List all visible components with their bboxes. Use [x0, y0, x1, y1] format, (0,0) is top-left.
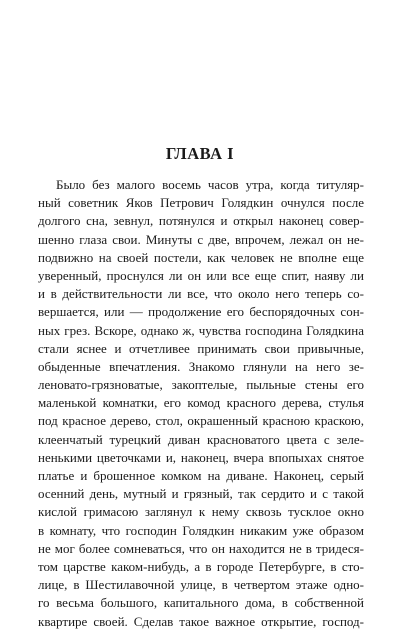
text-line: ных грез. Вскоре, однако ж, чувства господина Голядкина — [38, 322, 364, 338]
text-line: маленькой комнатки, его комод красного дерева, стулья — [38, 395, 364, 411]
text-line: стали яснее и отчетливее принимать свои привычные, — [38, 340, 364, 356]
text-line: в комнату, что господин Голядкин никаким уже образом — [38, 522, 364, 538]
text-line: подвижно на своей постели, как человек не вполне еще — [38, 249, 364, 265]
text-line: леновато-грязноватые, закоптелые, пыльные стены его — [38, 377, 364, 393]
text-line: Было без малого восемь часов утра, когда титуляр- — [56, 177, 364, 192]
text-line: клеенчатый турецкий диван красноватого цвета с зеле- — [38, 431, 364, 447]
text-line: под красное дерево, стол, окрашенный красною краскою, — [38, 413, 364, 429]
text-line: ненькими цветочками и, наконец, вчера впопыхах снятое — [38, 449, 364, 465]
text-line: го весьма большого, капитального дома, в собственной — [38, 595, 364, 611]
text-line: том царстве каком-нибудь, а в городе Петербурге, в сто- — [38, 558, 364, 574]
chapter-text — [38, 176, 364, 631]
text-line: шенно глаза свои. Минуты с две, впрочем, лежал он не- — [38, 231, 364, 247]
text-line: платье и брошенное комком на диване. Наконец, серый — [38, 468, 364, 483]
text-line: ный советник Яков Петрович Голядкин очнулся после — [38, 195, 364, 211]
text-line: квартире своей. Сделав такое важное открытие, господ- — [38, 613, 364, 629]
text-line: кислой гримасою заглянул к нему сквозь тусклое окно — [38, 504, 364, 520]
text-line: долгого сна, зевнул, потянулся и открыл наконец совер- — [38, 213, 364, 229]
text-line: вершается, или — продолжение его беспорядочных сон- — [38, 304, 364, 320]
text-line: уверенный, проснулся ли он или все еще спит, наяву ли — [38, 267, 364, 283]
text-line: не мог более сомневаться, что он находится не в тридеся- — [38, 540, 364, 556]
text-line: осенний день, мутный и грязный, так сердито и с такой — [38, 486, 364, 502]
text-line: лице, в Шестилавочной улице, в четвертом этаже одно- — [38, 577, 364, 593]
chapter-title: ГЛАВА I — [165, 144, 235, 163]
text-line: обыденные впечатления. Знакомо глянули на него зе- — [38, 358, 364, 374]
text-line: и в действительности ли все, что около него теперь со- — [38, 286, 364, 302]
